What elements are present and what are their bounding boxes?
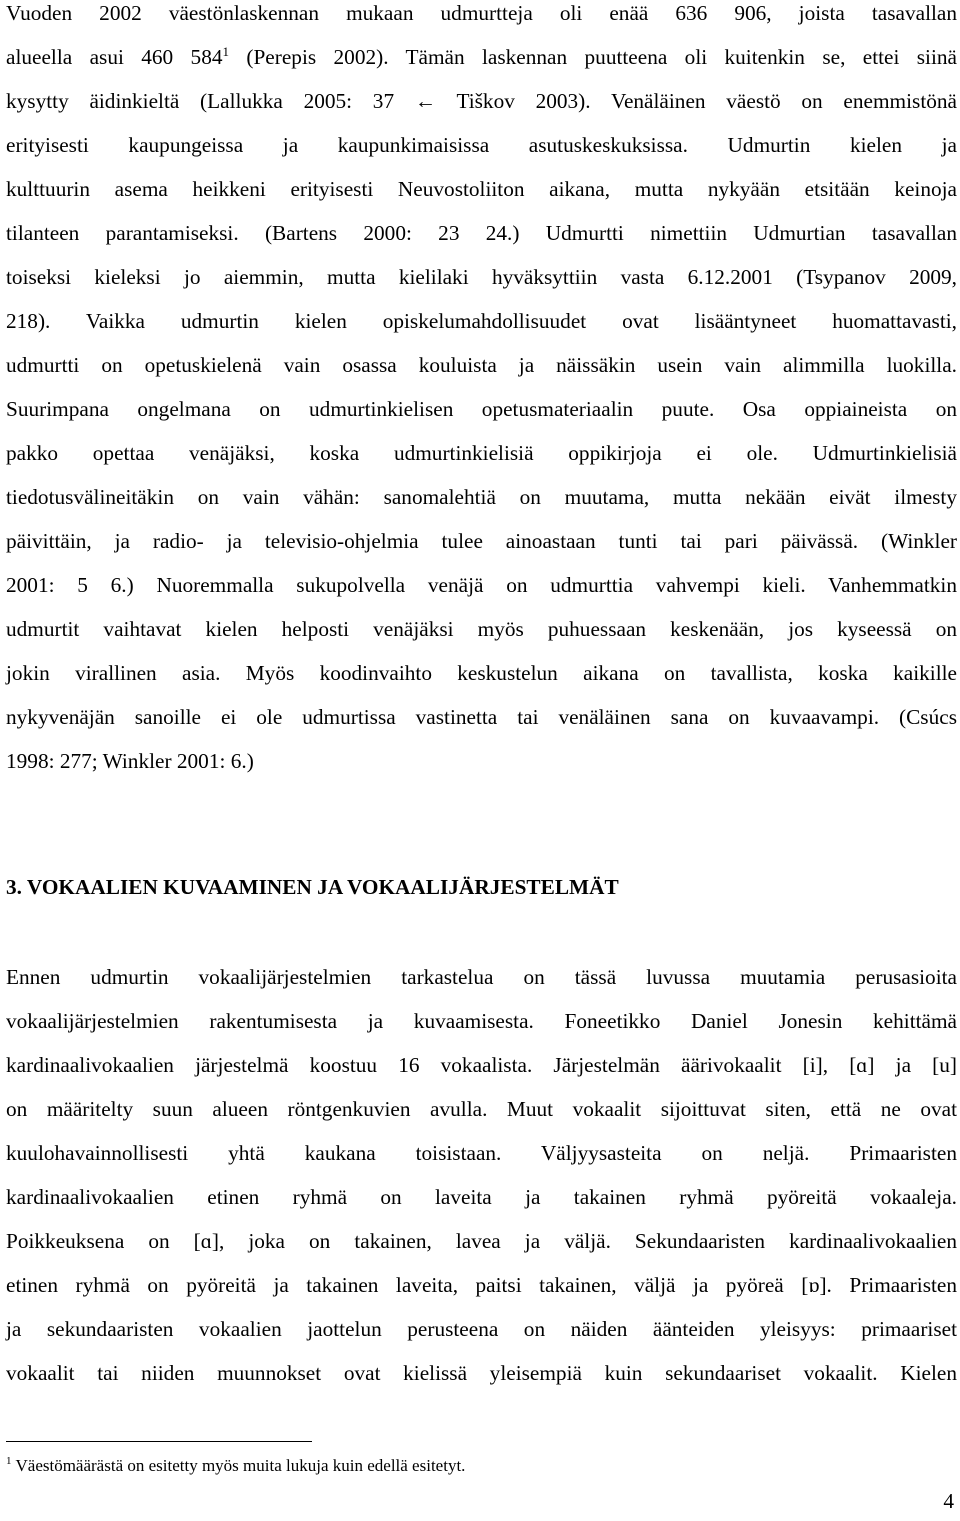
- line-suffix: (Perepis 2002). Tämän laskennan puutteena oli kuitenkin se, ettei siinä: [246, 45, 957, 69]
- paragraph-line: vokaalit tai niiden muunnokset ovat kielissä yleisempiä kuin sekundaariset vokaalit. Kielen: [6, 1361, 957, 1385]
- paragraph-line: nykyvenäjän sanoille ei ole udmurtissa vastinetta tai venäläinen sana on kuvaavampi. (Csúcs: [6, 705, 957, 729]
- paragraph-line: Suurimpana ongelmana on udmurtinkielisen opetusmateriaalin puute. Osa oppiaineista on: [6, 397, 957, 421]
- paragraph-line: kardinaalivokaalien etinen ryhmä on laveita ja takainen ryhmä pyöreitä vokaaleja.: [6, 1185, 957, 1209]
- footnote-separator: [6, 1441, 312, 1442]
- paragraph-line: [6, 44, 957, 70]
- section-heading: 3. VOKAALIEN KUVAAMINEN JA VOKAALIJÄRJESTELMÄT: [6, 875, 619, 899]
- paragraph-line: vokaalijärjestelmien rakentumisesta ja kuvaamisesta. Foneetikko Daniel Jonesin kehittämä: [6, 1009, 957, 1033]
- paragraph-line: pakko opettaa venäjäksi, koska udmurtinkielisiä oppikirjoja ei ole. Udmurtinkielisiä: [6, 441, 957, 465]
- paragraph-line: etinen ryhmä on pyöreitä ja takainen laveita, paitsi takainen, väljä ja pyöreä [ɒ]. Primaaristen: [6, 1273, 957, 1297]
- paragraph-line: kulttuurin asema heikkeni erityisesti Neuvostoliiton aikana, mutta nykyään etsitään keinoja: [6, 177, 957, 201]
- footnote-reference: 1: [222, 43, 229, 59]
- page-number: 4: [943, 1489, 954, 1513]
- paragraph-line: udmurtti on opetuskielenä vain osassa kouluista ja näissäkin usein vain alimmilla luokilla.: [6, 353, 957, 377]
- paragraph-line: ja sekundaaristen vokaalien jaottelun perusteena on näiden äänteiden yleisyys: primaariset: [6, 1317, 957, 1341]
- footnote-number: 1: [6, 1455, 12, 1468]
- paragraph-line: päivittäin, ja radio- ja televisio-ohjelmia tulee ainoastaan tunti tai pari päivässä. (Winkler: [6, 529, 957, 553]
- paragraph-line: kardinaalivokaalien järjestelmä koostuu 16 vokaalista. Järjestelmän äärivokaalit [i], [ɑ] ja [u]: [6, 1053, 957, 1077]
- paragraph-line: toiseksi kieleksi jo aiemmin, mutta kielilaki hyväksyttiin vasta 6.12.2001 (Tsypanov 2009,: [6, 265, 957, 289]
- paragraph-line: tiedotusvälineitäkin on vain vähän: sanomalehtiä on muutama, mutta nekään eivät ilmesty: [6, 485, 957, 509]
- paragraph-line: 218). Vaikka udmurtin kielen opiskelumahdollisuudet ovat lisääntyneet huomattavasti,: [6, 309, 957, 333]
- paragraph-line: erityisesti kaupungeissa ja kaupunkimaisissa asutuskeskuksissa. Udmurtin kielen ja: [6, 133, 957, 157]
- paragraph-line: kysytty äidinkieltä (Lallukka 2005: 37 ← Tiškov 2003). Venäläinen väestö on enemmistönä: [6, 89, 957, 113]
- line-prefix: alueella asui 460 584: [6, 45, 223, 69]
- paragraph-line: kuulohavainnollisesti yhtä kaukana toisistaan. Väljyysasteita on neljä. Primaaristen: [6, 1141, 957, 1165]
- footnote: [6, 1455, 465, 1477]
- footnote-text: Väestömäärästä on esitetty myös muita lukuja kuin edellä esitetyt.: [15, 1456, 466, 1475]
- paragraph-line: 2001: 5 6.) Nuoremmalla sukupolvella venäjä on udmurttia vahvempi kieli. Vanhemmatkin: [6, 573, 957, 597]
- paragraph-line: Vuoden 2002 väestönlaskennan mukaan udmurtteja oli enää 636 906, joista tasavallan: [6, 1, 957, 25]
- paragraph-line: Ennen udmurtin vokaalijärjestelmien tarkastelua on tässä luvussa muutamia perusasioita: [6, 965, 957, 989]
- paragraph-line: tilanteen parantamiseksi. (Bartens 2000: 23 24.) Udmurtti nimettiin Udmurtian tasavallan: [6, 221, 957, 245]
- paragraph-line: 1998: 277; Winkler 2001: 6.): [6, 749, 254, 773]
- paragraph-line: Poikkeuksena on [ɑ], joka on takainen, lavea ja väljä. Sekundaaristen kardinaalivokaalien: [6, 1229, 957, 1253]
- paragraph-line: on määritelty suun alueen röntgenkuvien avulla. Muut vokaalit sijoittuvat siten, että ne ovat: [6, 1097, 957, 1121]
- paragraph-line: udmurtit vaihtavat kielen helposti venäjäksi myös puhuessaan keskenään, jos kyseessä on: [6, 617, 957, 641]
- paragraph-line: jokin virallinen asia. Myös koodinvaihto keskustelun aikana on tavallista, koska kaikille: [6, 661, 957, 685]
